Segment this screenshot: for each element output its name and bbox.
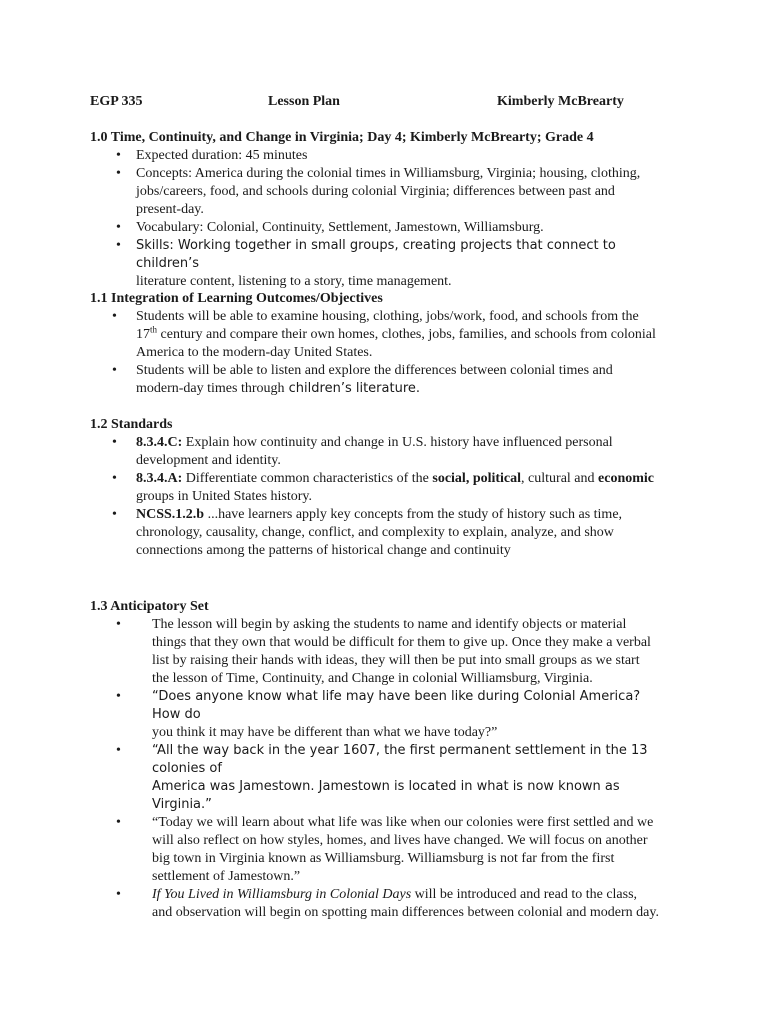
list-item: • Students will be able to listen and explore the differences between colonial times and modern-day times through children’s literature. bbox=[112, 363, 613, 396]
section-title-objectives: 1.1 Integration of Learning Outcomes/Objectives bbox=[90, 291, 383, 306]
standards-list bbox=[90, 434, 660, 560]
concepts-text: Concepts: America during the colonial times in Williamsburg, Virginia; housing, clothing, jobs/careers, food, and schools during colonial Virginia; differences between past and present-day. bbox=[136, 166, 641, 217]
document-header bbox=[90, 93, 650, 111]
section-objectives bbox=[90, 290, 660, 398]
standard-code: 8.3.4.A: bbox=[136, 471, 183, 486]
standard-code: 8.3.4.C: bbox=[136, 435, 183, 450]
list-item: • “Does anyone know what life may have been like during Colonial America? How do you think it may have be different than what we have today?” bbox=[116, 689, 641, 740]
section-title-standards: 1.2 Standards bbox=[90, 417, 173, 432]
list-item: • If You Lived in Williamsburg in Colonial Days will be introduced and read to the class, and observation will begin on spotting main differences between colonial and modern day. bbox=[116, 887, 659, 920]
list-item: • Expected duration: 45 minutes bbox=[116, 148, 308, 163]
list-item: • Students will be able to examine housing, clothing, jobs/work, food, and schools from the 17th century and compare their own homes, clothes, jobs, families, and schools from colonial America to the modern-day United States. bbox=[112, 309, 656, 360]
objectives-list bbox=[90, 308, 660, 398]
list-item: • “All the way back in the year 1607, the first permanent settlement in the 13 colonies of America was Jamestown. Jamestown is located in what is now known as Virginia.” bbox=[116, 743, 648, 812]
document-type: Lesson Plan bbox=[268, 94, 340, 109]
book-title: If You Lived in Williamsburg in Colonial Days bbox=[152, 887, 412, 902]
list-item: • The lesson will begin by asking the students to name and identify objects or material things that they own that would be difficult for them to give up. Once they make a verbal list by raising their hands with ideas, they will then be put into small groups as we start the lesson of Time, Continuity, and Change in colonial Williamsburg, Virginia. bbox=[116, 617, 651, 686]
course-code: EGP 335 bbox=[90, 94, 143, 109]
overview-list bbox=[90, 147, 660, 291]
section-overview bbox=[90, 129, 660, 291]
list-item: • 8.3.4.A: Differentiate common characteristics of the social, political, cultural and economic groups in United States history. bbox=[112, 471, 655, 504]
list-item: • Skills: Working together in small groups, creating projects that connect to children’s literature content, listening to a story, time management. bbox=[116, 238, 616, 289]
standard-code: NCSS.1.2.b bbox=[136, 507, 205, 522]
list-item: • 8.3.4.C: Explain how continuity and change in U.S. history have influenced personal development and identity. bbox=[112, 435, 613, 468]
vocabulary-text: Vocabulary: Colonial, Continuity, Settlement, Jamestown, Williamsburg. bbox=[136, 220, 544, 235]
section-standards bbox=[90, 416, 660, 560]
duration-text: Expected duration: 45 minutes bbox=[136, 148, 308, 163]
list-item: • Vocabulary: Colonial, Continuity, Settlement, Jamestown, Williamsburg. bbox=[116, 220, 544, 235]
section-anticipatory-set bbox=[90, 598, 660, 922]
author-name: Kimberly McBrearty bbox=[497, 94, 624, 109]
skills-text: Skills: Working together in small groups, creating projects that connect to children’s bbox=[136, 238, 616, 271]
anticipatory-list bbox=[90, 616, 660, 922]
section-title-overview: 1.0 Time, Continuity, and Change in Virginia; Day 4; Kimberly McBrearty; Grade 4 bbox=[90, 130, 594, 145]
list-item: • Concepts: America during the colonial times in Williamsburg, Virginia; housing, clothing, jobs/careers, food, and schools during colonial Virginia; differences between past and present-day. bbox=[116, 166, 641, 217]
skills-text-cont: literature content, listening to a story, time management. bbox=[136, 274, 452, 289]
list-item: • “Today we will learn about what life was like when our colonies were first settled and we will also reflect on how styles, homes, and lives have changed. We will focus on another big town in Virginia known as Williamsburg. Williamsburg is not far from the first settlement of Jamestown.” bbox=[116, 815, 654, 884]
section-title-anticipatory-set: 1.3 Anticipatory Set bbox=[90, 599, 209, 614]
list-item: • NCSS.1.2.b ...have learners apply key concepts from the study of history such as time, chronology, causality, change, conflict, and complexity to explain, analyze, and show connections among the patterns of historical change and continuity bbox=[112, 507, 623, 558]
